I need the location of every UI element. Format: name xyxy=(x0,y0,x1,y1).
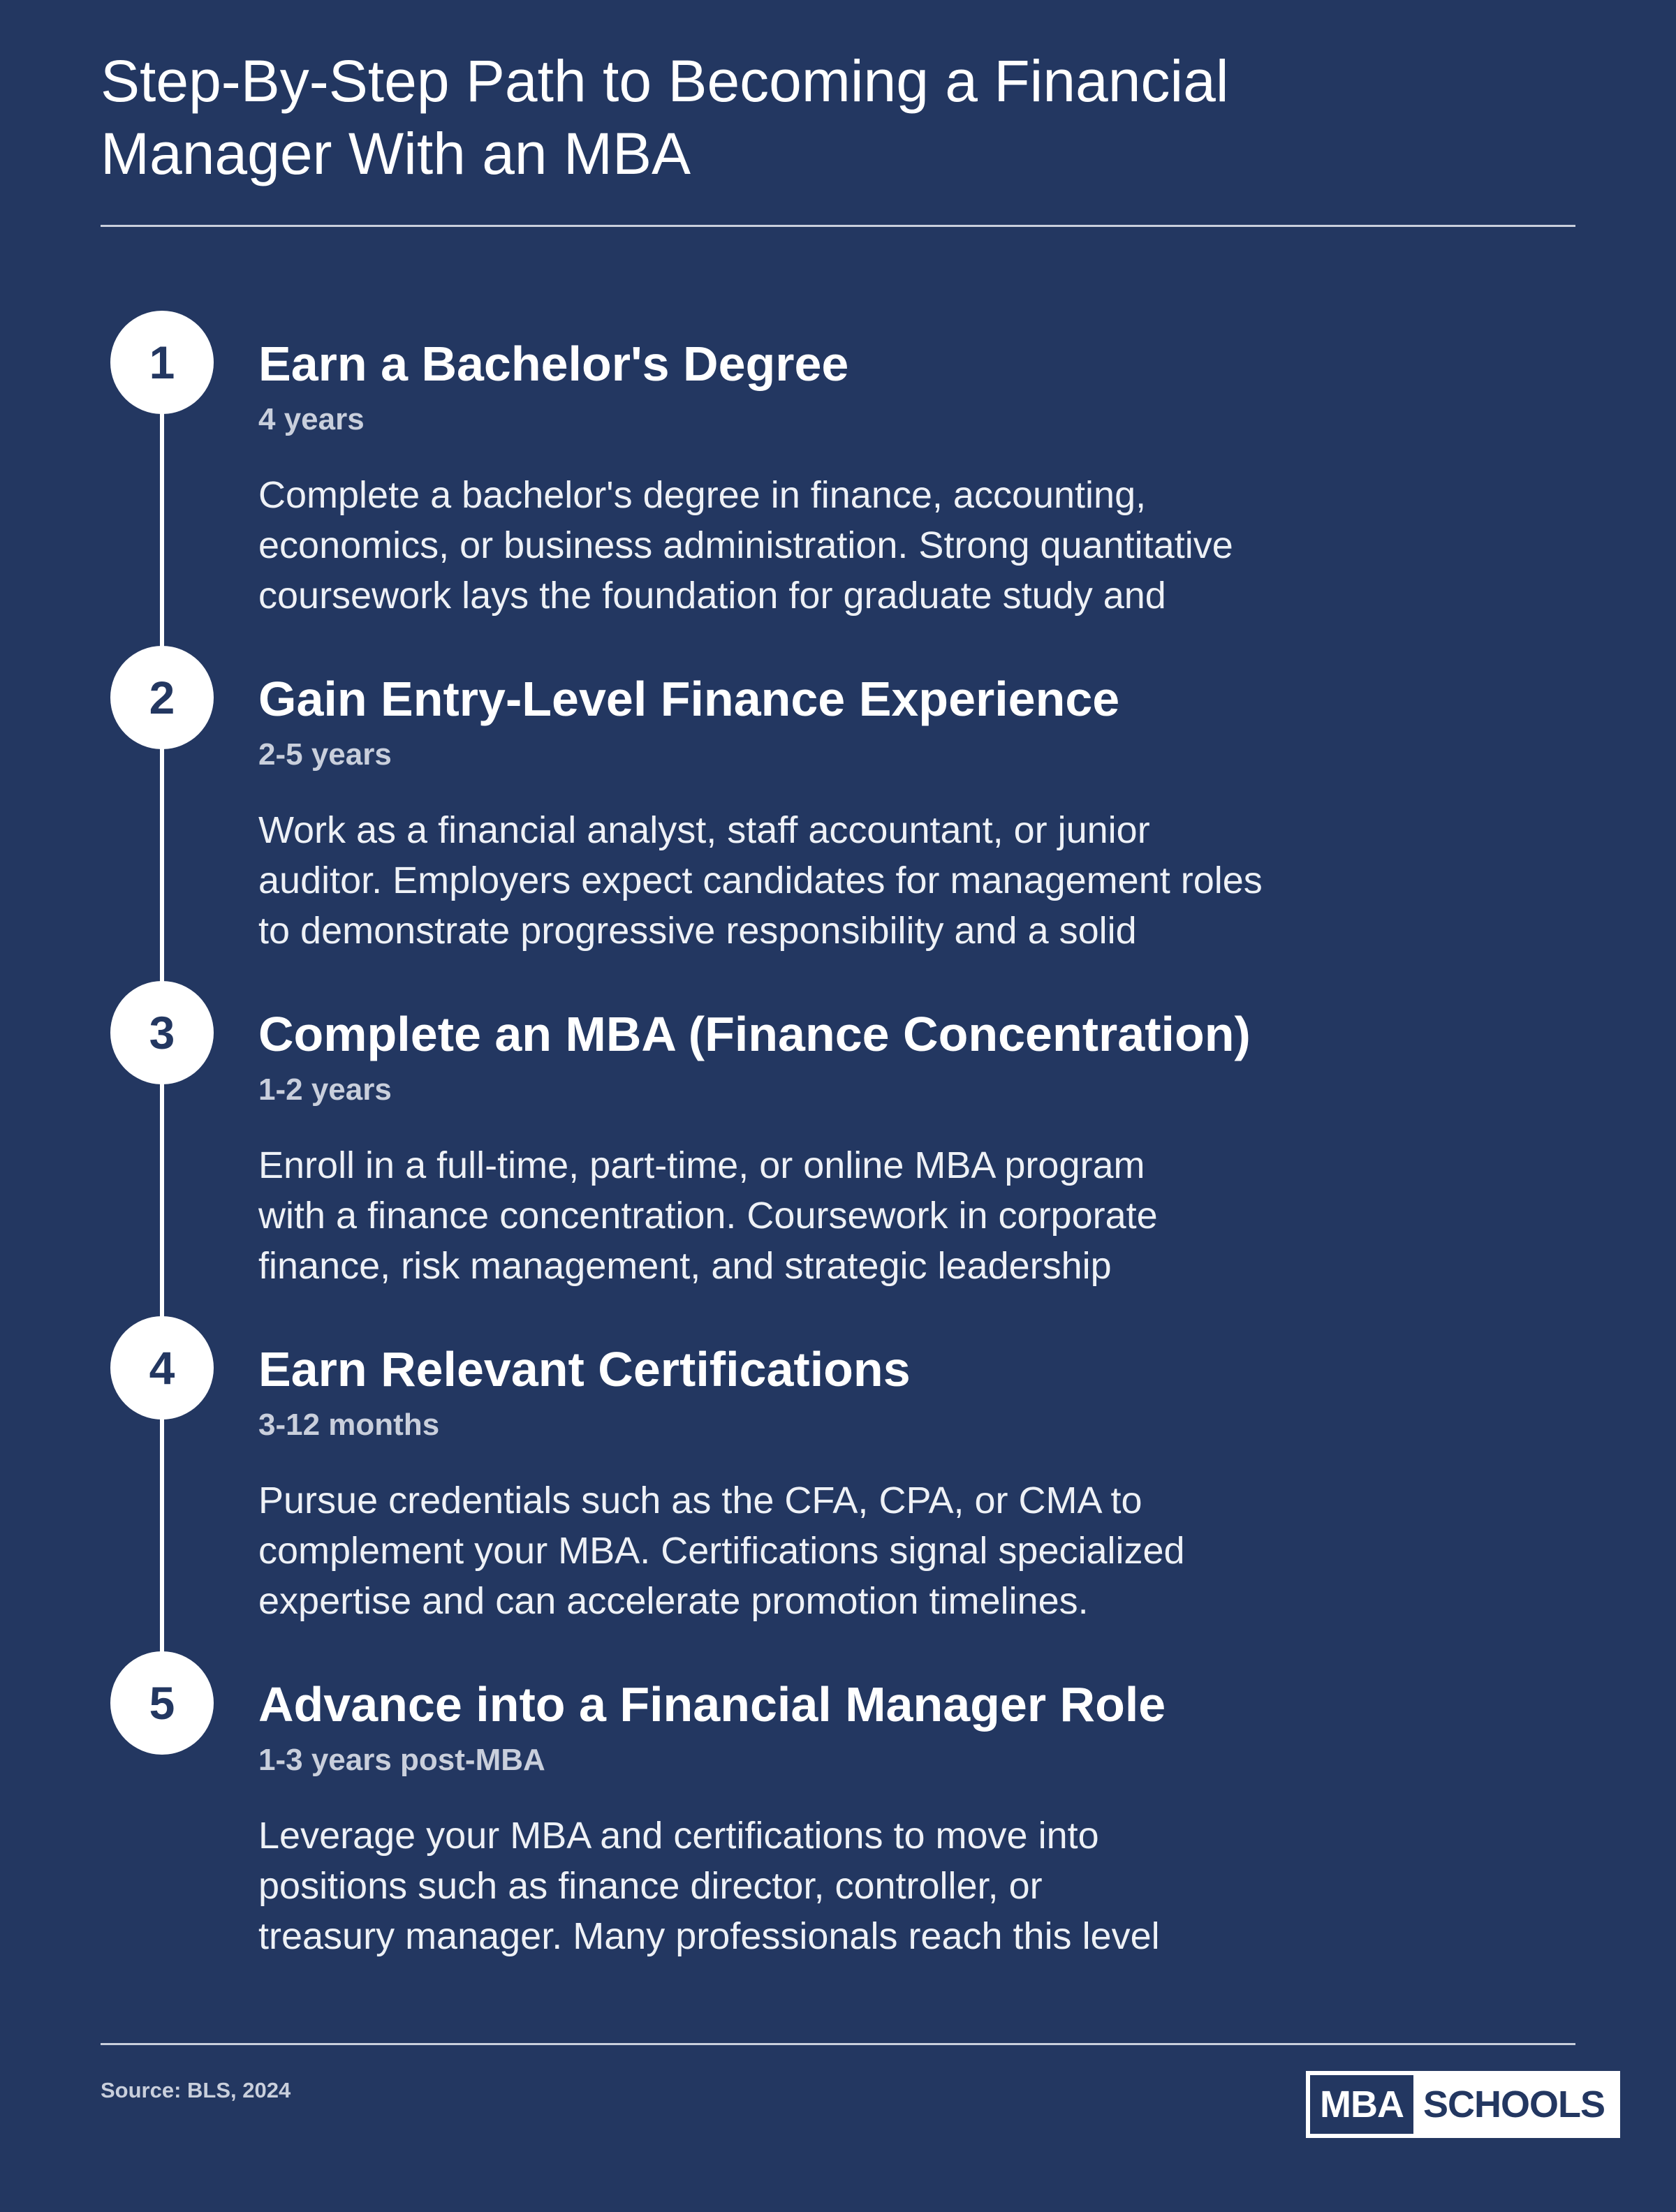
step-duration: 1-3 years post-MBA xyxy=(258,1743,545,1777)
logo-schools-text: SCHOOLS xyxy=(1413,2075,1616,2134)
source-note: Source: BLS, 2024 xyxy=(101,2078,291,2102)
step-description: Pursue credentials such as the CFA, CPA, or CMA to complement your MBA. Certifications signal specialized expertise and can accelerate promotion timelines. xyxy=(258,1480,1185,1622)
step-title: Gain Entry-Level Finance Experience xyxy=(258,672,1120,726)
step-description: Complete a bachelor's degree in finance, accounting, economics, or business administration. Strong quantitative coursework lays the foundation for graduate study and xyxy=(258,474,1233,617)
step-duration: 2-5 years xyxy=(258,737,392,772)
step-number-badge: 4 xyxy=(110,1316,214,1420)
step-number-badge: 5 xyxy=(110,1651,214,1755)
step-number-badge: 1 xyxy=(110,311,214,414)
step-number-badge: 2 xyxy=(110,646,214,749)
footer-divider xyxy=(101,2043,1575,2045)
step-title: Earn a Bachelor's Degree xyxy=(258,337,849,391)
logo-mba-text: MBA xyxy=(1310,2075,1413,2134)
step-duration: 1-2 years xyxy=(258,1072,392,1107)
step-number-badge: 3 xyxy=(110,981,214,1084)
step-title: Complete an MBA (Finance Concentration) xyxy=(258,1007,1251,1061)
step-description: Leverage your MBA and certifications to move into positions such as finance director, controller, or treasury manager. Many professionals reach this level xyxy=(258,1815,1160,1957)
step-title: Earn Relevant Certifications xyxy=(258,1342,911,1396)
step-description: Work as a financial analyst, staff accountant, or junior auditor. Employers expect candidates for management roles to demonstrate progressive responsibility and a solid xyxy=(258,809,1263,952)
step-duration: 4 years xyxy=(258,402,365,436)
step-duration: 3-12 months xyxy=(258,1408,440,1442)
header-divider xyxy=(101,225,1575,227)
brand-logo xyxy=(1306,2071,1620,2138)
step-title: Advance into a Financial Manager Role xyxy=(258,1677,1166,1732)
page-title: Step-By-Step Path to Becoming a Financial Manager With an MBA xyxy=(101,48,1229,186)
step-description: Enroll in a full-time, part-time, or online MBA program with a finance concentration. Coursework in corporate finance, risk management, and strategic leadership xyxy=(258,1144,1158,1287)
